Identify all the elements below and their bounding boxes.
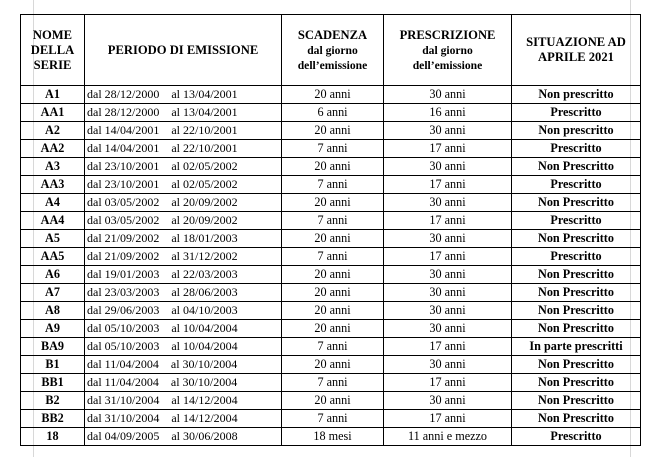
prescrizione-cell: 17 anni	[384, 176, 512, 194]
table-row	[21, 356, 641, 374]
periodo-dal: dal 31/10/2004	[87, 411, 160, 425]
scadenza-cell: 20 anni	[282, 266, 384, 284]
situazione-cell: In parte prescritti	[512, 338, 641, 356]
prescrizione-cell: 17 anni	[384, 374, 512, 392]
scadenza-cell: 7 anni	[282, 374, 384, 392]
prescrizione-cell: 30 anni	[384, 284, 512, 302]
situazione-cell: Prescritto	[512, 212, 641, 230]
periodo-al: al 22/10/2001	[171, 141, 238, 155]
situazione-cell: Non Prescritto	[512, 410, 641, 428]
periodo-dal: dal 05/10/2003	[87, 321, 160, 335]
periodo-al: al 22/03/2003	[171, 267, 238, 281]
header-row	[21, 15, 641, 86]
periodo-al: al 30/10/2004	[170, 357, 238, 371]
periodo-cell	[85, 248, 282, 266]
header-prescrizione-sub2: dell’emissione	[412, 58, 483, 72]
scadenza-cell: 20 anni	[282, 302, 384, 320]
header-nome-line1: NOME	[32, 27, 73, 42]
periodo-dal: dal 23/10/2001	[87, 159, 160, 173]
periodo-cell	[85, 338, 282, 356]
situazione-cell: Non Prescritto	[512, 284, 641, 302]
periodo-cell	[85, 104, 282, 122]
scadenza-cell: 7 anni	[282, 212, 384, 230]
periodo-dal: dal 14/04/2001	[87, 123, 160, 137]
header-nome-serie	[21, 15, 85, 86]
serie-cell: BA9	[21, 338, 85, 356]
scadenza-cell: 20 anni	[282, 320, 384, 338]
table-row	[21, 320, 641, 338]
table-row	[21, 302, 641, 320]
prescrizione-cell: 17 anni	[384, 248, 512, 266]
periodo-al: al 20/09/2002	[171, 213, 238, 227]
periodo-cell	[85, 374, 282, 392]
scadenza-cell: 7 anni	[282, 140, 384, 158]
table-row	[21, 104, 641, 122]
scadenza-cell: 20 anni	[282, 194, 384, 212]
serie-cell: B2	[21, 392, 85, 410]
header-situazione-line1: SITUAZIONE AD	[526, 35, 626, 49]
scadenza-cell: 7 anni	[282, 338, 384, 356]
scadenza-cell: 7 anni	[282, 248, 384, 266]
header-situazione	[512, 15, 641, 86]
situazione-cell: Non Prescritto	[512, 320, 641, 338]
prescrizione-cell: 30 anni	[384, 158, 512, 176]
periodo-dal: dal 29/06/2003	[87, 303, 160, 317]
situazione-cell: Prescritto	[512, 176, 641, 194]
periodo-al: al 02/05/2002	[171, 159, 238, 173]
periodo-al: al 31/12/2002	[171, 249, 238, 263]
header-scadenza-sub1: dal giorno	[307, 43, 358, 57]
situazione-cell: Non Prescritto	[512, 392, 641, 410]
table-row	[21, 212, 641, 230]
serie-cell: A1	[21, 86, 85, 104]
table-row	[21, 140, 641, 158]
serie-cell: A4	[21, 194, 85, 212]
periodo-cell	[85, 212, 282, 230]
prescrizione-cell: 17 anni	[384, 140, 512, 158]
situazione-cell: Non Prescritto	[512, 356, 641, 374]
periodo-al: al 20/09/2002	[171, 195, 238, 209]
periodo-dal: dal 03/05/2002	[87, 213, 160, 227]
prescrizione-cell: 30 anni	[384, 302, 512, 320]
scadenza-cell: 7 anni	[282, 410, 384, 428]
situazione-cell: Non Prescritto	[512, 158, 641, 176]
serie-cell: AA5	[21, 248, 85, 266]
header-situazione-line2: APRILE 2021	[538, 50, 614, 64]
table-row	[21, 158, 641, 176]
prescrizione-cell: 30 anni	[384, 356, 512, 374]
scadenza-cell: 6 anni	[282, 104, 384, 122]
serie-cell: A7	[21, 284, 85, 302]
periodo-cell	[85, 122, 282, 140]
periodo-al: al 30/10/2004	[170, 375, 238, 389]
periodo-al: al 10/04/2004	[171, 321, 238, 335]
table-row	[21, 410, 641, 428]
periodo-dal: dal 21/09/2002	[87, 231, 160, 245]
situazione-cell: Prescritto	[512, 104, 641, 122]
periodo-al: al 30/06/2008	[171, 429, 238, 443]
periodo-dal: dal 28/12/2000	[87, 87, 160, 101]
periodo-al: al 18/01/2003	[171, 231, 238, 245]
table-row	[21, 122, 641, 140]
periodo-cell	[85, 86, 282, 104]
prescrizione-cell: 30 anni	[384, 230, 512, 248]
periodo-cell	[85, 284, 282, 302]
scadenza-cell: 20 anni	[282, 230, 384, 248]
periodo-dal: dal 03/05/2002	[87, 195, 160, 209]
prescrizione-cell: 16 anni	[384, 104, 512, 122]
periodo-cell	[85, 176, 282, 194]
prescrizione-cell: 30 anni	[384, 266, 512, 284]
scadenza-cell: 20 anni	[282, 158, 384, 176]
periodo-al: al 13/04/2001	[171, 87, 238, 101]
table-row	[21, 194, 641, 212]
header-nome-line3: SERIE	[33, 57, 72, 72]
periodo-dal: dal 31/10/2004	[87, 393, 160, 407]
header-periodo-text: PERIODO DI EMISSIONE	[107, 42, 259, 57]
periodo-dal: dal 23/10/2001	[87, 177, 160, 191]
serie-cell: AA2	[21, 140, 85, 158]
serie-cell: A3	[21, 158, 85, 176]
situazione-cell: Non Prescritto	[512, 194, 641, 212]
scadenza-cell: 20 anni	[282, 284, 384, 302]
periodo-dal: dal 19/01/2003	[87, 267, 160, 281]
periodo-al: al 14/12/2004	[171, 411, 238, 425]
table-row	[21, 176, 641, 194]
header-prescrizione-sub1: dal giorno	[422, 43, 473, 57]
periodo-cell	[85, 158, 282, 176]
periodo-cell	[85, 230, 282, 248]
table-row	[21, 230, 641, 248]
table-row	[21, 86, 641, 104]
periodo-cell	[85, 410, 282, 428]
series-table	[20, 14, 641, 446]
periodo-cell	[85, 356, 282, 374]
periodo-dal: dal 28/12/2000	[87, 105, 160, 119]
periodo-al: al 10/04/2004	[171, 339, 238, 353]
prescrizione-cell: 17 anni	[384, 212, 512, 230]
periodo-dal: dal 11/04/2004	[87, 357, 159, 371]
prescrizione-cell: 17 anni	[384, 338, 512, 356]
situazione-cell: Non prescritto	[512, 122, 641, 140]
table-row	[21, 338, 641, 356]
situazione-cell: Prescritto	[512, 428, 641, 446]
situazione-cell: Non Prescritto	[512, 230, 641, 248]
situazione-cell: Non Prescritto	[512, 266, 641, 284]
periodo-cell	[85, 428, 282, 446]
table-row	[21, 392, 641, 410]
header-scadenza	[282, 15, 384, 86]
periodo-cell	[85, 302, 282, 320]
periodo-dal: dal 14/04/2001	[87, 141, 160, 155]
serie-cell: 18	[21, 428, 85, 446]
periodo-cell	[85, 194, 282, 212]
header-prescrizione-title: PRESCRIZIONE	[399, 27, 496, 42]
prescrizione-cell: 30 anni	[384, 86, 512, 104]
serie-cell: AA4	[21, 212, 85, 230]
serie-cell: A9	[21, 320, 85, 338]
prescrizione-cell: 30 anni	[384, 320, 512, 338]
prescrizione-cell: 30 anni	[384, 122, 512, 140]
scadenza-cell: 20 anni	[282, 392, 384, 410]
serie-cell: B1	[21, 356, 85, 374]
periodo-dal: dal 05/10/2003	[87, 339, 160, 353]
periodo-dal: dal 21/09/2002	[87, 249, 160, 263]
periodo-cell	[85, 140, 282, 158]
scadenza-cell: 7 anni	[282, 176, 384, 194]
scadenza-cell: 18 mesi	[282, 428, 384, 446]
periodo-al: al 13/04/2001	[171, 105, 238, 119]
serie-cell: A5	[21, 230, 85, 248]
header-prescrizione	[384, 15, 512, 86]
prescrizione-cell: 30 anni	[384, 392, 512, 410]
scadenza-cell: 20 anni	[282, 86, 384, 104]
periodo-al: al 14/12/2004	[171, 393, 238, 407]
periodo-dal: dal 23/03/2003	[87, 285, 160, 299]
periodo-al: al 04/10/2003	[171, 303, 238, 317]
situazione-cell: Non Prescritto	[512, 302, 641, 320]
table-row	[21, 266, 641, 284]
table-row	[21, 428, 641, 446]
periodo-cell	[85, 392, 282, 410]
situazione-cell: Prescritto	[512, 248, 641, 266]
header-periodo	[85, 15, 282, 86]
serie-cell: A8	[21, 302, 85, 320]
periodo-al: al 28/06/2003	[171, 285, 238, 299]
scadenza-cell: 20 anni	[282, 122, 384, 140]
header-scadenza-sub2: dell’emissione	[297, 58, 368, 72]
table-row	[21, 374, 641, 392]
periodo-cell	[85, 320, 282, 338]
serie-cell: AA1	[21, 104, 85, 122]
scadenza-cell: 20 anni	[282, 356, 384, 374]
situazione-cell: Non prescritto	[512, 86, 641, 104]
table-row	[21, 248, 641, 266]
periodo-dal: dal 11/04/2004	[87, 375, 159, 389]
serie-cell: BB2	[21, 410, 85, 428]
periodo-dal: dal 04/09/2005	[87, 429, 160, 443]
serie-cell: BB1	[21, 374, 85, 392]
periodo-cell	[85, 266, 282, 284]
serie-cell: A2	[21, 122, 85, 140]
prescrizione-cell: 30 anni	[384, 194, 512, 212]
situazione-cell: Prescritto	[512, 140, 641, 158]
periodo-al: al 22/10/2001	[171, 123, 238, 137]
header-nome-line2: DELLA	[30, 42, 75, 57]
header-scadenza-title: SCADENZA	[297, 27, 368, 42]
prescrizione-cell: 17 anni	[384, 410, 512, 428]
table-row	[21, 284, 641, 302]
prescrizione-cell: 11 anni e mezzo	[384, 428, 512, 446]
periodo-al: al 02/05/2002	[171, 177, 238, 191]
serie-cell: AA3	[21, 176, 85, 194]
situazione-cell: Non Prescritto	[512, 374, 641, 392]
serie-cell: A6	[21, 266, 85, 284]
